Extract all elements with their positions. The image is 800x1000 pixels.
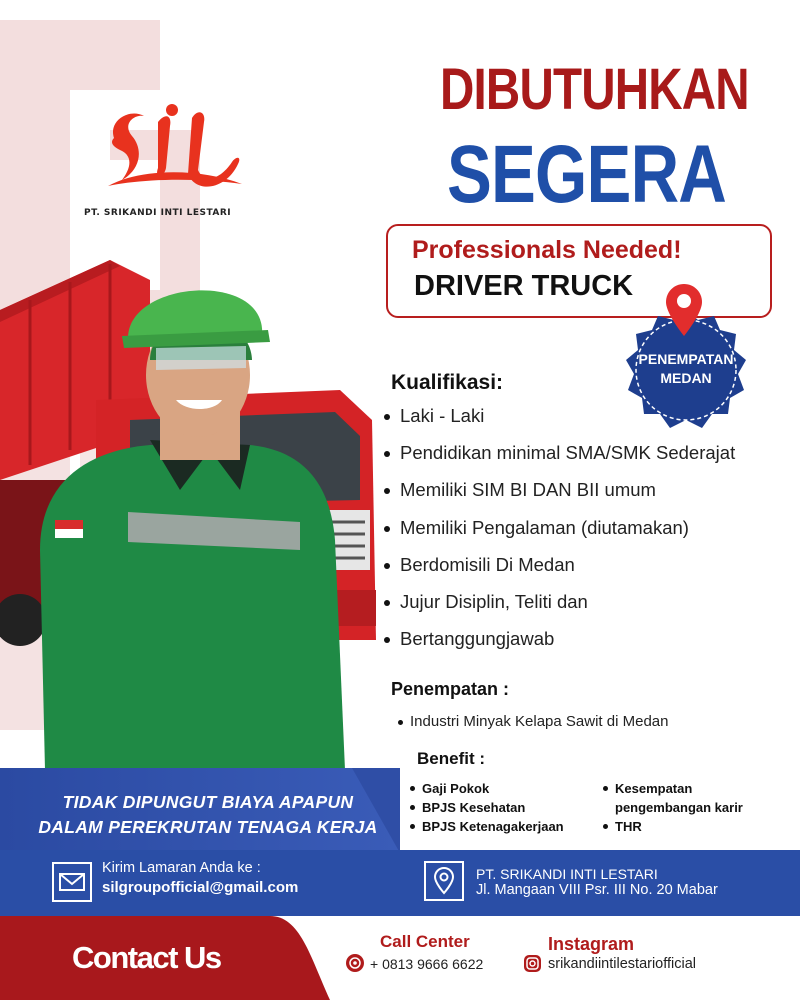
badge-line2: MEDAN — [660, 370, 712, 386]
notice-line1: TIDAK DIPUNGUT BIAYA APAPUN — [62, 792, 354, 812]
list-item: Pendidikan minimal SMA/SMK Sederajat — [384, 440, 735, 477]
company-address: Jl. Mangaan VIII Psr. III No. 20 Mabar — [476, 882, 718, 898]
list-item: THR — [603, 817, 743, 836]
instagram-handle[interactable]: srikandiintilestariofficial — [548, 956, 697, 972]
instagram-title: Instagram — [548, 934, 635, 954]
badge-line1: PENEMPATAN — [638, 351, 734, 367]
company-logo — [100, 98, 250, 198]
list-item: Berdomisili Di Medan — [384, 552, 735, 589]
list-item: BPJS Kesehatan — [410, 798, 564, 817]
instagram-icon — [524, 955, 541, 972]
contact-us-heading: Contact Us — [72, 940, 221, 975]
list-item: Memiliki SIM BI DAN BII umum — [384, 477, 735, 514]
list-item: Memiliki Pengalaman (diutamakan) — [384, 515, 735, 552]
list-item: Laki - Laki — [384, 403, 735, 440]
benefit-list-left — [410, 779, 564, 836]
phone-number[interactable]: + 0813 9666 6622 — [370, 956, 484, 972]
call-center-title: Call Center — [380, 932, 470, 951]
mail-icon — [52, 862, 92, 902]
whatsapp-icon — [346, 954, 364, 972]
qualifications-title: Kualifikasi: — [391, 371, 504, 394]
free-recruitment-notice — [0, 768, 400, 853]
list-item: Kesempatan — [603, 779, 743, 798]
benefit-list-right — [603, 779, 743, 836]
placement-title: Penempatan : — [391, 679, 510, 699]
location-pin-icon — [662, 282, 706, 338]
headline-segera: SEGERA — [447, 129, 727, 220]
badge-text — [624, 350, 748, 388]
job-title-box — [386, 224, 772, 318]
job-subtitle: Professionals Needed! — [412, 236, 682, 264]
mail-label: Kirim Lamaran Anda ke : — [102, 860, 261, 876]
notice-line2: DALAM PEREKRUTAN TENAGA KERJA — [38, 817, 378, 837]
job-title: DRIVER TRUCK — [414, 270, 634, 302]
benefit-title: Benefit : — [417, 749, 485, 768]
location-icon — [424, 861, 464, 901]
company-name: PT. SRIKANDI INTI LESTARI — [476, 866, 658, 882]
qualifications-list — [384, 403, 735, 663]
notice-text — [38, 790, 378, 840]
worker-truck-photo — [0, 250, 380, 770]
list-item: Bertanggungjawab — [384, 626, 735, 663]
list-item: Gaji Pokok — [410, 779, 564, 798]
list-item: BPJS Ketenagakerjaan — [410, 817, 564, 836]
list-item: pengembangan karir — [615, 800, 743, 815]
placement-item: Industri Minyak Kelapa Sawit di Medan — [398, 713, 668, 730]
headline-dibutuhkan: DIBUTUHKAN — [440, 57, 749, 122]
list-item: Jujur Disiplin, Teliti dan — [384, 589, 735, 626]
company-caption: PT. SRIKANDI INTI LESTARI — [84, 208, 232, 218]
email-link[interactable]: silgroupofficial@gmail.com — [102, 879, 299, 896]
